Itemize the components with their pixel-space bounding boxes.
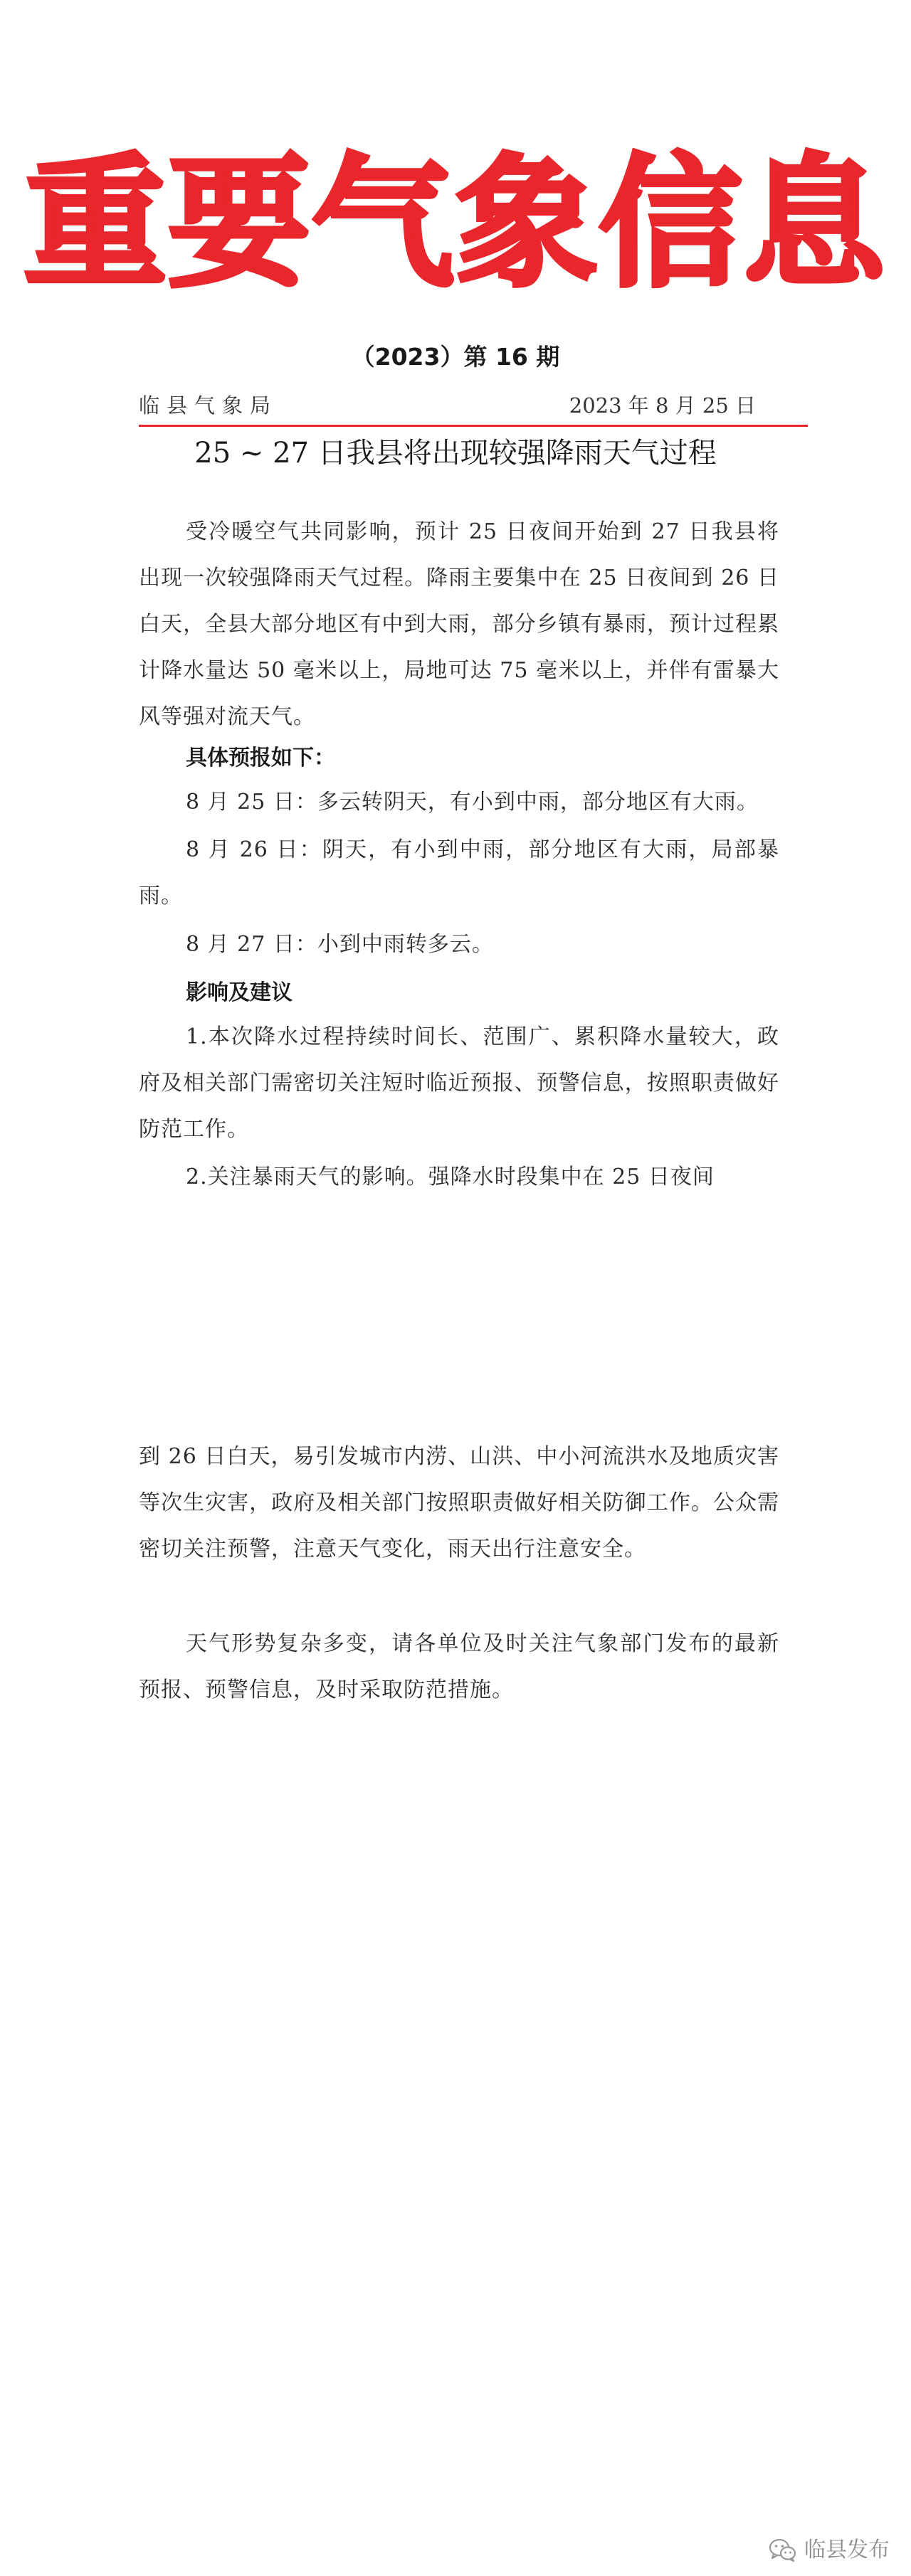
masthead-title: 重要气象信息 (23, 141, 887, 307)
issuing-agency: 临县气象局 (139, 393, 278, 418)
bulletin-headline: 25 ~ 27 日我县将出现较强降雨天气过程 (194, 437, 717, 470)
forecast-day-2: 8 月 26 日：阴天，有小到中雨，部分地区有大雨，局部暴雨。 (139, 837, 779, 908)
forecast-heading: 具体预报如下： (186, 746, 335, 770)
header-divider (139, 425, 808, 427)
advice-item-1: 1.本次降水过程持续时间长、范围广、累积降水量较大，政府及相关部门需密切关注短时临近预报、预警信息，按照职责做好防范工作。 (139, 1024, 779, 1142)
watermark-label: 临县发布 (804, 2538, 890, 2562)
intro-paragraph: 受冷暖空气共同影响，预计 25 日夜间开始到 27 日我县将出现一次较强降雨天气过程。降雨主要集中在 25 日夜间到 26 日白天，全县大部分地区有中到大雨，部分乡镇有暴雨，预计过程累计降水量达 50 毫米以上，局地可达 75 毫米以上，并伴有雷暴大风等强对流天气。 (139, 519, 779, 729)
account-watermark (769, 2536, 890, 2565)
advice-heading: 影响及建议 (186, 980, 293, 1005)
forecast-day-3: 8 月 27 日：小到中雨转多云。 (186, 932, 494, 957)
issue-number: （2023）第 16 期 (351, 343, 560, 371)
forecast-day-1: 8 月 25 日：多云转阴天，有小到中雨，部分地区有大雨。 (186, 790, 759, 815)
wechat-icon (769, 2538, 797, 2562)
issue-date: 2023 年 8 月 25 日 (569, 393, 756, 418)
closing-paragraph: 天气形势复杂多变，请各单位及时关注气象部门发布的最新预报、预警信息，及时采取防范措施。 (139, 1631, 779, 1702)
advice-item-2-start: 2.关注暴雨天气的影响。强降水时段集中在 25 日夜间 (186, 1165, 715, 1189)
advice-item-2-continued: 到 26 日白天，易引发城市内涝、山洪、中小河流洪水及地质灾害等次生灾害，政府及相关部门按照职责做好相关防御工作。公众需密切关注预警，注意天气变化，雨天出行注意安全。 (139, 1444, 779, 1562)
